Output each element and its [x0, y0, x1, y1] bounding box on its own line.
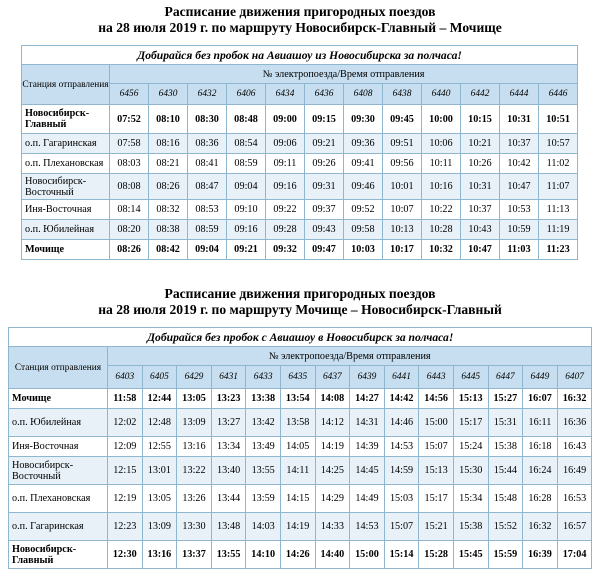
departure-time: 11:02 — [539, 154, 578, 174]
table-row — [22, 220, 578, 240]
departure-time: 09:10 — [227, 200, 266, 220]
departure-time: 14:05 — [280, 437, 315, 457]
departure-time: 08:08 — [110, 174, 149, 200]
promo-banner: Добирайся без пробок с Авиашоу в Новосибирск за полчаса! — [9, 328, 592, 347]
train-number: 6408 — [344, 84, 383, 105]
departure-time: 10:26 — [461, 154, 500, 174]
station-name: о.п. Юбилейная — [9, 409, 108, 437]
table-row — [22, 105, 578, 134]
departure-time: 15:52 — [488, 513, 523, 541]
train-number: 6438 — [383, 84, 422, 105]
departure-time: 11:58 — [108, 389, 143, 409]
departure-time: 14:03 — [246, 513, 281, 541]
departure-time: 13:22 — [177, 457, 212, 485]
departure-time: 09:56 — [383, 154, 422, 174]
departure-time: 13:38 — [246, 389, 281, 409]
departure-time: 08:48 — [227, 105, 266, 134]
departure-time: 13:59 — [246, 485, 281, 513]
title-line: на 28 июля 2019 г. по маршруту Новосибирск-Главный – Мочище — [98, 20, 502, 35]
table-row — [9, 541, 592, 569]
departure-time: 09:43 — [305, 220, 344, 240]
departure-time: 09:30 — [344, 105, 383, 134]
departure-time: 12:15 — [108, 457, 143, 485]
train-number: 6440 — [422, 84, 461, 105]
departure-time: 10:00 — [422, 105, 461, 134]
departure-time: 14:29 — [315, 485, 350, 513]
station-name: о.п. Гагаринская — [22, 134, 110, 154]
departure-time: 16:36 — [557, 409, 592, 437]
station-name: Новосибирск-Главный — [22, 105, 110, 134]
departure-time: 15:28 — [419, 541, 454, 569]
departure-time: 08:03 — [110, 154, 149, 174]
departure-time: 14:31 — [350, 409, 385, 437]
promo-banner: Добирайся без пробок на Авиашоу из Новосибирска за полчаса! — [22, 46, 578, 65]
departure-time: 14:40 — [315, 541, 350, 569]
departure-time: 09:15 — [305, 105, 344, 134]
train-number: 6442 — [461, 84, 500, 105]
train-number: 6433 — [246, 366, 281, 389]
departure-time: 13:27 — [211, 409, 246, 437]
station-name: Иня-Восточная — [22, 200, 110, 220]
train-number: 6403 — [108, 366, 143, 389]
departure-time: 14:19 — [315, 437, 350, 457]
departure-time: 08:59 — [188, 220, 227, 240]
table-row — [9, 409, 592, 437]
departure-time: 14:46 — [384, 409, 419, 437]
departure-time: 09:28 — [266, 220, 305, 240]
departure-time: 10:59 — [500, 220, 539, 240]
departure-time: 13:40 — [211, 457, 246, 485]
title-line: Расписание движения пригородных поездов — [164, 4, 436, 19]
departure-time: 15:44 — [488, 457, 523, 485]
departure-time: 15:24 — [453, 437, 488, 457]
station-name: Новосибирск-Главный — [9, 541, 108, 569]
departure-time: 08:14 — [110, 200, 149, 220]
train-number: 6434 — [266, 84, 305, 105]
trains-column-header: № электропоезда/Время отправления — [108, 347, 592, 366]
departure-time: 14:10 — [246, 541, 281, 569]
departure-time: 08:38 — [149, 220, 188, 240]
departure-time: 16:07 — [523, 389, 558, 409]
departure-time: 14:39 — [350, 437, 385, 457]
departure-time: 09:36 — [344, 134, 383, 154]
station-name: о.п. Гагаринская — [9, 513, 108, 541]
departure-time: 10:16 — [422, 174, 461, 200]
header-row — [22, 65, 578, 84]
departure-time: 13:55 — [246, 457, 281, 485]
departure-time: 10:31 — [461, 174, 500, 200]
departure-time: 10:47 — [461, 240, 500, 260]
departure-time: 10:01 — [383, 174, 422, 200]
departure-time: 16:28 — [523, 485, 558, 513]
departure-time: 09:22 — [266, 200, 305, 220]
departure-time: 08:36 — [188, 134, 227, 154]
departure-time: 15:48 — [488, 485, 523, 513]
departure-time: 10:31 — [500, 105, 539, 134]
departure-time: 12:44 — [142, 389, 177, 409]
departure-time: 16:53 — [557, 485, 592, 513]
departure-time: 08:30 — [188, 105, 227, 134]
departure-time: 14:26 — [280, 541, 315, 569]
table-row — [9, 513, 592, 541]
departure-time: 13:30 — [177, 513, 212, 541]
departure-time: 15:38 — [488, 437, 523, 457]
departure-time: 15:31 — [488, 409, 523, 437]
departure-time: 09:31 — [305, 174, 344, 200]
departure-time: 15:17 — [453, 409, 488, 437]
departure-time: 10:03 — [344, 240, 383, 260]
departure-time: 09:04 — [188, 240, 227, 260]
departure-time: 16:43 — [557, 437, 592, 457]
departure-time: 09:16 — [266, 174, 305, 200]
departure-time: 09:21 — [227, 240, 266, 260]
departure-time: 14:56 — [419, 389, 454, 409]
departure-time: 16:24 — [523, 457, 558, 485]
departure-time: 11:19 — [539, 220, 578, 240]
departure-time: 11:23 — [539, 240, 578, 260]
departure-time: 10:07 — [383, 200, 422, 220]
title-line: на 28 июля 2019 г. по маршруту Мочище – Новосибирск-Главный — [98, 302, 502, 317]
departure-time: 13:37 — [177, 541, 212, 569]
departure-time: 13:09 — [177, 409, 212, 437]
schedule-table-2 — [8, 327, 592, 569]
train-number: 6407 — [557, 366, 592, 389]
departure-time: 14:15 — [280, 485, 315, 513]
station-name: о.п. Плехановская — [22, 154, 110, 174]
departure-time: 08:21 — [149, 154, 188, 174]
departure-time: 15:45 — [453, 541, 488, 569]
train-number: 6436 — [305, 84, 344, 105]
departure-time: 13:05 — [142, 485, 177, 513]
departure-time: 13:42 — [246, 409, 281, 437]
train-number: 6437 — [315, 366, 350, 389]
departure-time: 10:13 — [383, 220, 422, 240]
departure-time: 16:11 — [523, 409, 558, 437]
departure-time: 14:33 — [315, 513, 350, 541]
train-number: 6429 — [177, 366, 212, 389]
departure-time: 10:32 — [422, 240, 461, 260]
departure-time: 17:04 — [557, 541, 592, 569]
departure-time: 09:06 — [266, 134, 305, 154]
departure-time: 10:28 — [422, 220, 461, 240]
departure-time: 11:03 — [500, 240, 539, 260]
departure-time: 07:58 — [110, 134, 149, 154]
departure-time: 14:53 — [350, 513, 385, 541]
departure-time: 15:13 — [453, 389, 488, 409]
table-row — [9, 457, 592, 485]
table-row — [9, 485, 592, 513]
train-number: 6456 — [110, 84, 149, 105]
departure-time: 09:52 — [344, 200, 383, 220]
table-row — [22, 154, 578, 174]
station-name: о.п. Юбилейная — [22, 220, 110, 240]
departure-time: 14:25 — [315, 457, 350, 485]
departure-time: 08:59 — [227, 154, 266, 174]
departure-time: 09:32 — [266, 240, 305, 260]
departure-time: 15:21 — [419, 513, 454, 541]
departure-time: 11:13 — [539, 200, 578, 220]
departure-time: 15:00 — [419, 409, 454, 437]
departure-time: 10:37 — [500, 134, 539, 154]
table-row — [9, 389, 592, 409]
train-number: 6405 — [142, 366, 177, 389]
schedule-table-1 — [21, 45, 578, 260]
departure-time: 14:12 — [315, 409, 350, 437]
departure-time: 13:23 — [211, 389, 246, 409]
departure-time: 15:27 — [488, 389, 523, 409]
departure-time: 09:45 — [383, 105, 422, 134]
departure-time: 10:17 — [383, 240, 422, 260]
departure-time: 13:49 — [246, 437, 281, 457]
departure-time: 14:11 — [280, 457, 315, 485]
departure-time: 15:38 — [453, 513, 488, 541]
departure-time: 11:07 — [539, 174, 578, 200]
departure-time: 08:53 — [188, 200, 227, 220]
departure-time: 10:47 — [500, 174, 539, 200]
train-number: 6406 — [227, 84, 266, 105]
schedule-title-1 — [0, 4, 600, 36]
station-name: о.п. Плехановская — [9, 485, 108, 513]
departure-time: 10:37 — [461, 200, 500, 220]
departure-time: 13:44 — [211, 485, 246, 513]
departure-time: 13:26 — [177, 485, 212, 513]
departure-time: 13:01 — [142, 457, 177, 485]
departure-time: 14:53 — [384, 437, 419, 457]
departure-time: 09:04 — [227, 174, 266, 200]
departure-time: 10:22 — [422, 200, 461, 220]
departure-time: 16:32 — [523, 513, 558, 541]
departure-time: 14:49 — [350, 485, 385, 513]
train-number: 6445 — [453, 366, 488, 389]
departure-time: 08:26 — [110, 240, 149, 260]
departure-time: 08:32 — [149, 200, 188, 220]
departure-time: 12:48 — [142, 409, 177, 437]
station-name: Иня-Восточная — [9, 437, 108, 457]
departure-time: 15:59 — [488, 541, 523, 569]
departure-time: 09:47 — [305, 240, 344, 260]
departure-time: 15:03 — [384, 485, 419, 513]
departure-time: 15:00 — [350, 541, 385, 569]
table-row — [22, 174, 578, 200]
departure-time: 16:57 — [557, 513, 592, 541]
departure-time: 14:19 — [280, 513, 315, 541]
departure-time: 12:09 — [108, 437, 143, 457]
departure-time: 12:19 — [108, 485, 143, 513]
departure-time: 10:53 — [500, 200, 539, 220]
departure-time: 09:37 — [305, 200, 344, 220]
departure-time: 09:16 — [227, 220, 266, 240]
schedule-title-2 — [0, 286, 600, 318]
departure-time: 10:06 — [422, 134, 461, 154]
station-name: Новосибирск-Восточный — [22, 174, 110, 200]
departure-time: 10:51 — [539, 105, 578, 134]
table-row — [22, 200, 578, 220]
departure-time: 14:27 — [350, 389, 385, 409]
train-number: 6430 — [149, 84, 188, 105]
departure-time: 09:41 — [344, 154, 383, 174]
departure-time: 08:42 — [149, 240, 188, 260]
departure-time: 12:55 — [142, 437, 177, 457]
departure-time: 10:21 — [461, 134, 500, 154]
train-number: 6447 — [488, 366, 523, 389]
station-name: Новосибирск-Восточный — [9, 457, 108, 485]
departure-time: 16:18 — [523, 437, 558, 457]
table-row — [22, 240, 578, 260]
departure-time: 09:26 — [305, 154, 344, 174]
title-line: Расписание движения пригородных поездов — [164, 286, 436, 301]
departure-time: 15:13 — [419, 457, 454, 485]
departure-time: 14:45 — [350, 457, 385, 485]
table-row — [22, 134, 578, 154]
departure-time: 09:21 — [305, 134, 344, 154]
train-number: 6435 — [280, 366, 315, 389]
departure-time: 08:26 — [149, 174, 188, 200]
departure-time: 08:20 — [110, 220, 149, 240]
departure-time: 12:23 — [108, 513, 143, 541]
departure-time: 09:46 — [344, 174, 383, 200]
departure-time: 15:30 — [453, 457, 488, 485]
departure-time: 13:58 — [280, 409, 315, 437]
header-row — [9, 347, 592, 366]
departure-time: 13:34 — [211, 437, 246, 457]
departure-time: 12:30 — [108, 541, 143, 569]
trains-column-header: № электропоезда/Время отправления — [110, 65, 578, 84]
departure-time: 10:43 — [461, 220, 500, 240]
departure-time: 09:58 — [344, 220, 383, 240]
departure-time: 10:15 — [461, 105, 500, 134]
train-number: 6446 — [539, 84, 578, 105]
departure-time: 09:51 — [383, 134, 422, 154]
departure-time: 15:14 — [384, 541, 419, 569]
departure-time: 13:54 — [280, 389, 315, 409]
departure-time: 08:54 — [227, 134, 266, 154]
train-number: 6431 — [211, 366, 246, 389]
departure-time: 10:42 — [500, 154, 539, 174]
train-number: 6439 — [350, 366, 385, 389]
station-column-header: Станция отправления — [22, 65, 110, 105]
departure-time: 13:16 — [177, 437, 212, 457]
table-row — [9, 437, 592, 457]
departure-time: 15:17 — [419, 485, 454, 513]
departure-time: 15:07 — [384, 513, 419, 541]
station-column-header: Станция отправления — [9, 347, 108, 389]
departure-time: 13:09 — [142, 513, 177, 541]
departure-time: 10:57 — [539, 134, 578, 154]
departure-time: 10:11 — [422, 154, 461, 174]
departure-time: 13:05 — [177, 389, 212, 409]
train-number: 6432 — [188, 84, 227, 105]
departure-time: 09:00 — [266, 105, 305, 134]
train-number: 6449 — [523, 366, 558, 389]
departure-time: 08:41 — [188, 154, 227, 174]
departure-time: 13:16 — [142, 541, 177, 569]
train-number: 6441 — [384, 366, 419, 389]
departure-time: 12:02 — [108, 409, 143, 437]
departure-time: 14:59 — [384, 457, 419, 485]
departure-time: 08:16 — [149, 134, 188, 154]
train-number: 6444 — [500, 84, 539, 105]
departure-time: 16:49 — [557, 457, 592, 485]
departure-time: 09:11 — [266, 154, 305, 174]
banner-row — [22, 46, 578, 65]
station-name: Мочище — [22, 240, 110, 260]
train-number: 6443 — [419, 366, 454, 389]
departure-time: 16:32 — [557, 389, 592, 409]
departure-time: 08:10 — [149, 105, 188, 134]
departure-time: 15:34 — [453, 485, 488, 513]
station-name: Мочище — [9, 389, 108, 409]
banner-row — [9, 328, 592, 347]
departure-time: 08:47 — [188, 174, 227, 200]
departure-time: 14:08 — [315, 389, 350, 409]
departure-time: 13:48 — [211, 513, 246, 541]
departure-time: 07:52 — [110, 105, 149, 134]
departure-time: 13:55 — [211, 541, 246, 569]
departure-time: 15:07 — [419, 437, 454, 457]
departure-time: 14:42 — [384, 389, 419, 409]
departure-time: 16:39 — [523, 541, 558, 569]
